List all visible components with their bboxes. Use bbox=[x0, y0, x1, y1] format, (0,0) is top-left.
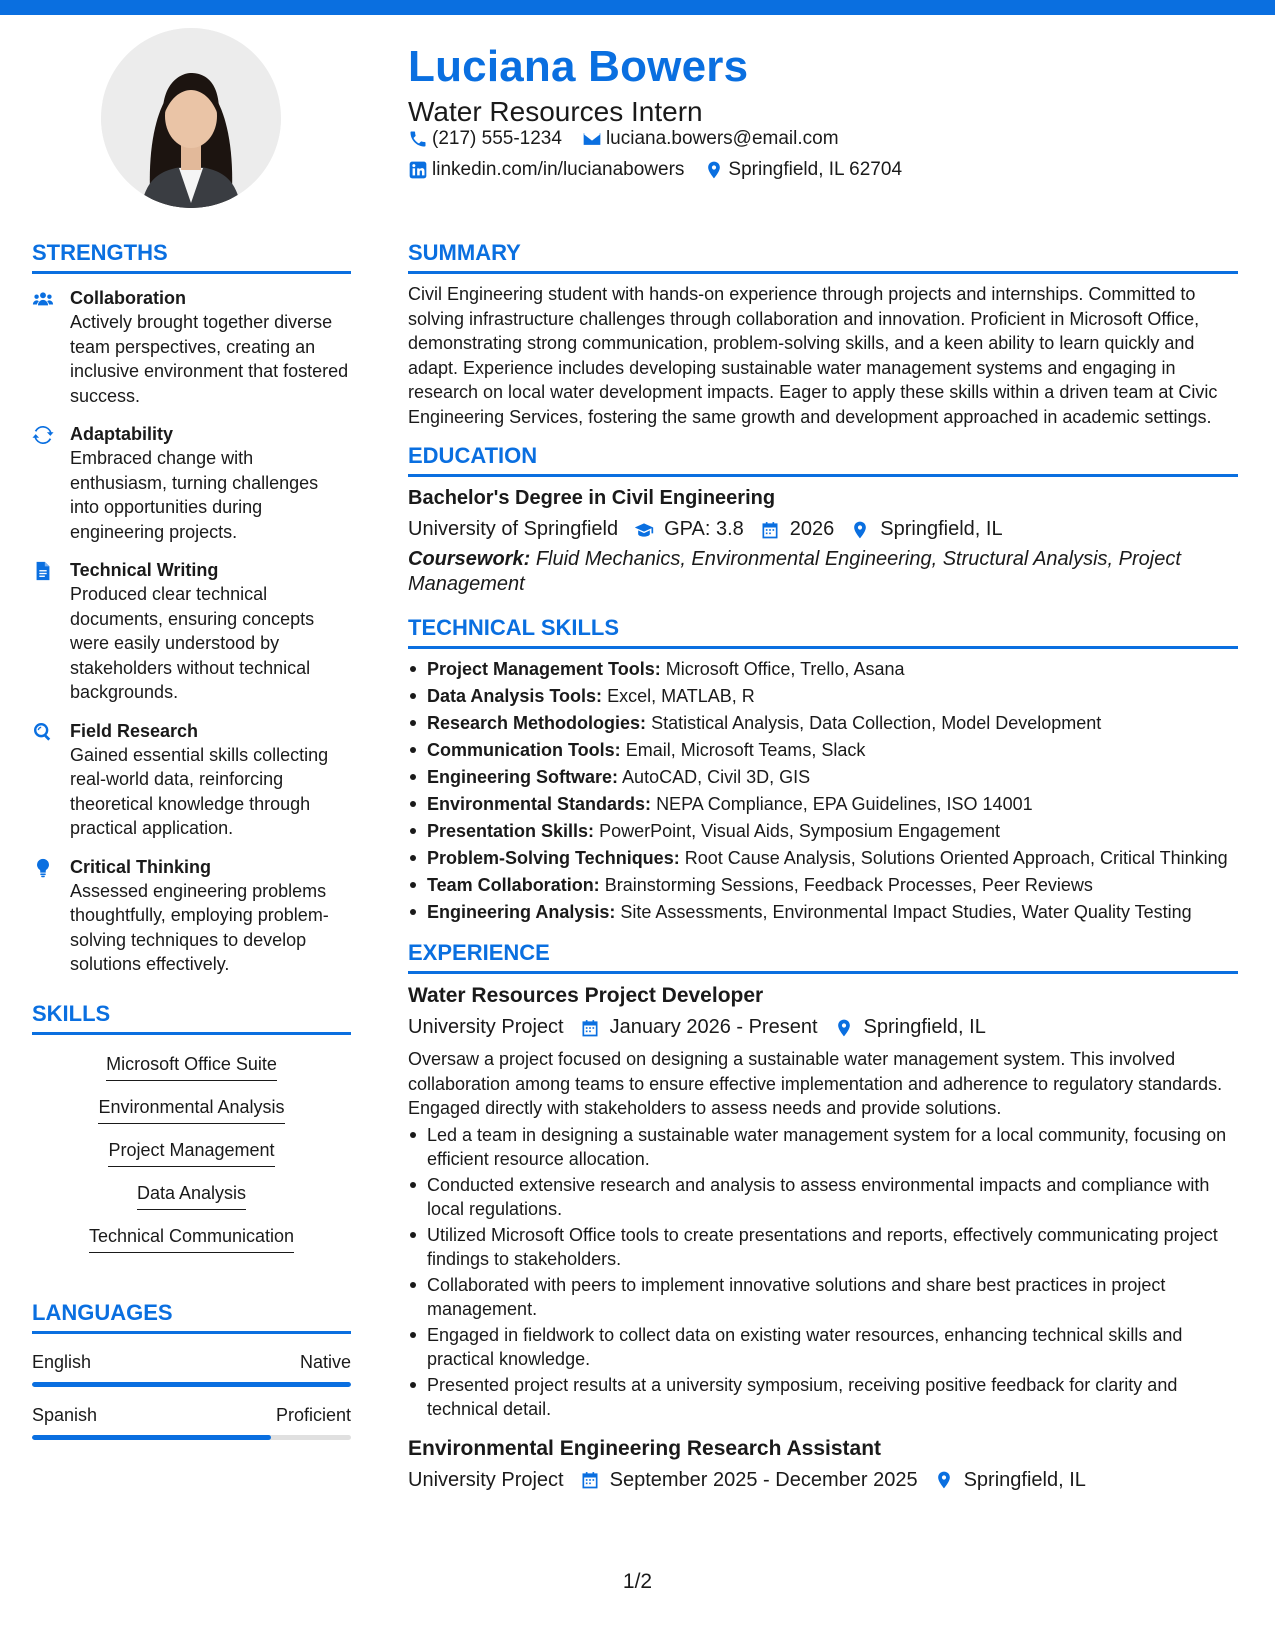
language-proficiency-bar bbox=[32, 1435, 351, 1440]
strengths-heading: STRENGTHS bbox=[32, 240, 351, 274]
role-dates: January 2026 - Present bbox=[609, 1016, 818, 1038]
search-icon bbox=[32, 721, 54, 743]
skill-value: PowerPoint, Visual Aids, Symposium Engagement bbox=[599, 821, 1000, 841]
technical-skills-heading: TECHNICAL SKILLS bbox=[408, 615, 1238, 649]
strength-item bbox=[32, 558, 351, 705]
linkedin-contact[interactable] bbox=[408, 159, 684, 181]
role-bullets bbox=[408, 1123, 1238, 1421]
strength-title: Adaptability bbox=[70, 424, 174, 444]
list-item bbox=[408, 657, 1238, 681]
top-accent-bar bbox=[0, 0, 1275, 15]
users-icon bbox=[32, 288, 54, 310]
calendar-icon bbox=[760, 520, 780, 540]
phone-icon bbox=[408, 129, 428, 149]
sync-icon bbox=[32, 424, 54, 446]
role-title: Water Resources Project Developer bbox=[408, 984, 764, 1007]
map-pin-icon bbox=[934, 1470, 954, 1490]
location-contact bbox=[704, 159, 902, 181]
strength-desc: Gained essential skills collecting real-world data, reinforcing theoretical knowledge through practical application. bbox=[70, 744, 329, 838]
degree-title: Bachelor's Degree in Civil Engineering bbox=[408, 487, 776, 509]
gpa: GPA: 3.8 bbox=[664, 518, 744, 540]
skills-list bbox=[32, 1045, 351, 1260]
calendar-icon bbox=[580, 1470, 600, 1490]
role-org: University Project bbox=[408, 1468, 564, 1491]
education-meta bbox=[408, 518, 1238, 541]
envelope-icon bbox=[582, 129, 602, 149]
language-name: English bbox=[32, 1351, 92, 1372]
skills-heading: SKILLS bbox=[32, 1001, 351, 1035]
list-item bbox=[408, 873, 1238, 897]
list-item bbox=[408, 819, 1238, 843]
role-dates: September 2025 - December 2025 bbox=[609, 1468, 918, 1491]
skill-item: Technical Communication bbox=[89, 1224, 294, 1253]
strength-item bbox=[32, 422, 351, 544]
skill-value: Microsoft Office, Trello, Asana bbox=[665, 659, 905, 679]
skill-value: Excel, MATLAB, R bbox=[607, 686, 755, 706]
email-contact[interactable] bbox=[582, 128, 839, 150]
role-meta bbox=[408, 1469, 1238, 1492]
coursework bbox=[408, 547, 1238, 597]
languages-heading: LANGUAGES bbox=[32, 1300, 351, 1334]
language-level: Proficient bbox=[275, 1404, 351, 1425]
skill-value: Brainstorming Sessions, Feedback Processes, Peer Reviews bbox=[604, 875, 1093, 895]
skill-label: Presentation Skills: bbox=[427, 821, 595, 841]
graduation-year: 2026 bbox=[789, 518, 835, 540]
page-number: 1/2 bbox=[622, 1570, 653, 1593]
skill-value: Site Assessments, Environmental Impact Studies, Water Quality Testing bbox=[620, 902, 1192, 922]
calendar-icon bbox=[580, 1018, 600, 1038]
role-meta bbox=[408, 1016, 1238, 1039]
strengths-list bbox=[32, 286, 351, 977]
list-item: Presented project results at a university symposium, receiving positive feedback for clarity and technical detail. bbox=[408, 1373, 1238, 1421]
skill-label: Problem-Solving Techniques: bbox=[427, 848, 680, 868]
coursework-label: Coursework: bbox=[408, 548, 531, 570]
summary-text: Civil Engineering student with hands-on experience through projects and internships. Committed to solving infrastructure challenges through collaboration and innovation. Proficient in Microsoft Office, demonstrating strong communication, problem-solving skills, and a keen ability to learn quickly and adapt. Experience includes developing sustainable water management systems and engaging in research on local water development impacts. Eager to apply these skills within a driven team at Civic Engineering Services, fostering the same growth and development approached in academic settings. bbox=[408, 284, 1218, 427]
role-org: University Project bbox=[408, 1016, 564, 1038]
skill-label: Data Analysis Tools: bbox=[427, 686, 603, 706]
language-level: Native bbox=[299, 1351, 351, 1372]
map-pin-icon bbox=[704, 160, 724, 180]
role-location: Springfield, IL bbox=[963, 1468, 1086, 1491]
map-pin-icon bbox=[850, 520, 870, 540]
strength-desc: Actively brought together diverse team perspectives, creating an inclusive environment that fostered success. bbox=[70, 312, 349, 406]
language-proficiency-bar bbox=[32, 1382, 351, 1387]
skill-item: Microsoft Office Suite bbox=[106, 1052, 277, 1081]
strength-desc: Produced clear technical documents, ensuring concepts were easily understood by stakeholders without technical backgrounds. bbox=[70, 584, 315, 702]
graduation-cap-icon bbox=[634, 520, 654, 540]
list-item bbox=[408, 765, 1238, 789]
skill-item: Project Management bbox=[108, 1138, 274, 1167]
document-icon bbox=[32, 560, 54, 582]
strength-title: Field Research bbox=[70, 720, 199, 741]
strength-desc: Embraced change with enthusiasm, turning challenges into opportunities during engineering projects. bbox=[70, 448, 319, 542]
skill-label: Project Management Tools: bbox=[427, 659, 661, 679]
role-description: Oversaw a project focused on designing a sustainable water management system. This involved collaboration among teams to ensure effective implementation and adherence to regulatory standards. Engaged directly with stakeholders to assess needs and provide solutions. bbox=[408, 1049, 1223, 1118]
language-name: Spanish bbox=[32, 1404, 98, 1425]
left-column bbox=[32, 240, 351, 1440]
skill-label: Communication Tools: bbox=[427, 740, 621, 760]
language-item bbox=[32, 1405, 351, 1440]
list-item: Utilized Microsoft Office tools to create presentations and reports, effectively communicating project findings to stakeholders. bbox=[408, 1223, 1238, 1271]
phone-text: (217) 555-1234 bbox=[432, 128, 562, 149]
skill-label: Team Collaboration: bbox=[427, 875, 600, 895]
role-title: Environmental Engineering Research Assistant bbox=[408, 1436, 882, 1460]
skill-value: NEPA Compliance, EPA Guidelines, ISO 14001 bbox=[656, 794, 1033, 814]
linkedin-text: linkedin.com/in/lucianabowers bbox=[432, 159, 685, 180]
list-item bbox=[408, 738, 1238, 762]
list-item bbox=[408, 684, 1238, 708]
candidate-name: Luciana Bowers bbox=[408, 42, 749, 91]
skill-item: Data Analysis bbox=[137, 1181, 246, 1210]
experience-heading: EXPERIENCE bbox=[408, 940, 1238, 974]
list-item bbox=[408, 900, 1238, 924]
school-name: University of Springfield bbox=[408, 518, 619, 540]
strength-title: Technical Writing bbox=[70, 560, 219, 580]
strength-item bbox=[32, 855, 351, 977]
email-text: luciana.bowers@email.com bbox=[605, 128, 839, 149]
language-proficiency-fill bbox=[32, 1435, 271, 1440]
education-heading: EDUCATION bbox=[408, 443, 1238, 477]
contact-row-2 bbox=[408, 159, 922, 181]
skill-label: Engineering Analysis: bbox=[427, 902, 616, 922]
phone-contact[interactable] bbox=[408, 128, 562, 150]
skill-label: Environmental Standards: bbox=[427, 794, 652, 814]
list-item: Conducted extensive research and analysis to assess environmental impacts and compliance with local regulations. bbox=[408, 1173, 1238, 1221]
list-item: Led a team in designing a sustainable water management system for a local community, focusing on efficient resource allocation. bbox=[408, 1123, 1238, 1171]
summary-heading: SUMMARY bbox=[408, 240, 1238, 274]
skill-label: Engineering Software: bbox=[427, 767, 619, 787]
location-text: Springfield, IL 62704 bbox=[728, 159, 903, 180]
strength-desc: Assessed engineering problems thoughtfully, employing problem-solving techniques to develop solutions effectively. bbox=[70, 880, 329, 974]
strength-title: Critical Thinking bbox=[70, 856, 212, 877]
strength-item bbox=[32, 286, 351, 408]
strength-title: Collaboration bbox=[70, 288, 186, 308]
skill-value: Email, Microsoft Teams, Slack bbox=[625, 740, 866, 760]
list-item bbox=[408, 846, 1238, 870]
role-location: Springfield, IL bbox=[863, 1016, 986, 1038]
list-item bbox=[408, 792, 1238, 816]
skill-value: Root Cause Analysis, Solutions Oriented Approach, Critical Thinking bbox=[684, 848, 1228, 868]
contact-row-1 bbox=[408, 128, 859, 150]
list-item bbox=[408, 711, 1238, 735]
list-item: Engaged in fieldwork to collect data on existing water resources, enhancing technical skills and practical knowledge. bbox=[408, 1323, 1238, 1371]
right-column bbox=[408, 240, 1238, 1492]
skill-value: Statistical Analysis, Data Collection, Model Development bbox=[651, 713, 1102, 733]
lightbulb-icon bbox=[32, 857, 54, 879]
strength-item bbox=[32, 719, 351, 841]
map-pin-icon bbox=[834, 1018, 854, 1038]
language-proficiency-fill bbox=[32, 1382, 351, 1387]
skill-value: AutoCAD, Civil 3D, GIS bbox=[622, 767, 811, 787]
skill-item: Environmental Analysis bbox=[98, 1095, 284, 1124]
language-item bbox=[32, 1352, 351, 1387]
coursework-list: Fluid Mechanics, Environmental Engineering, Structural Analysis, Project Management bbox=[408, 548, 1181, 595]
skill-label: Research Methodologies: bbox=[427, 713, 647, 733]
linkedin-icon bbox=[408, 160, 428, 180]
list-item: Collaborated with peers to implement innovative solutions and share best practices in project management. bbox=[408, 1273, 1238, 1321]
profile-photo bbox=[101, 28, 281, 208]
technical-skills-list bbox=[408, 657, 1238, 924]
education-location: Springfield, IL bbox=[880, 518, 1003, 540]
candidate-title: Water Resources Intern bbox=[408, 96, 703, 127]
